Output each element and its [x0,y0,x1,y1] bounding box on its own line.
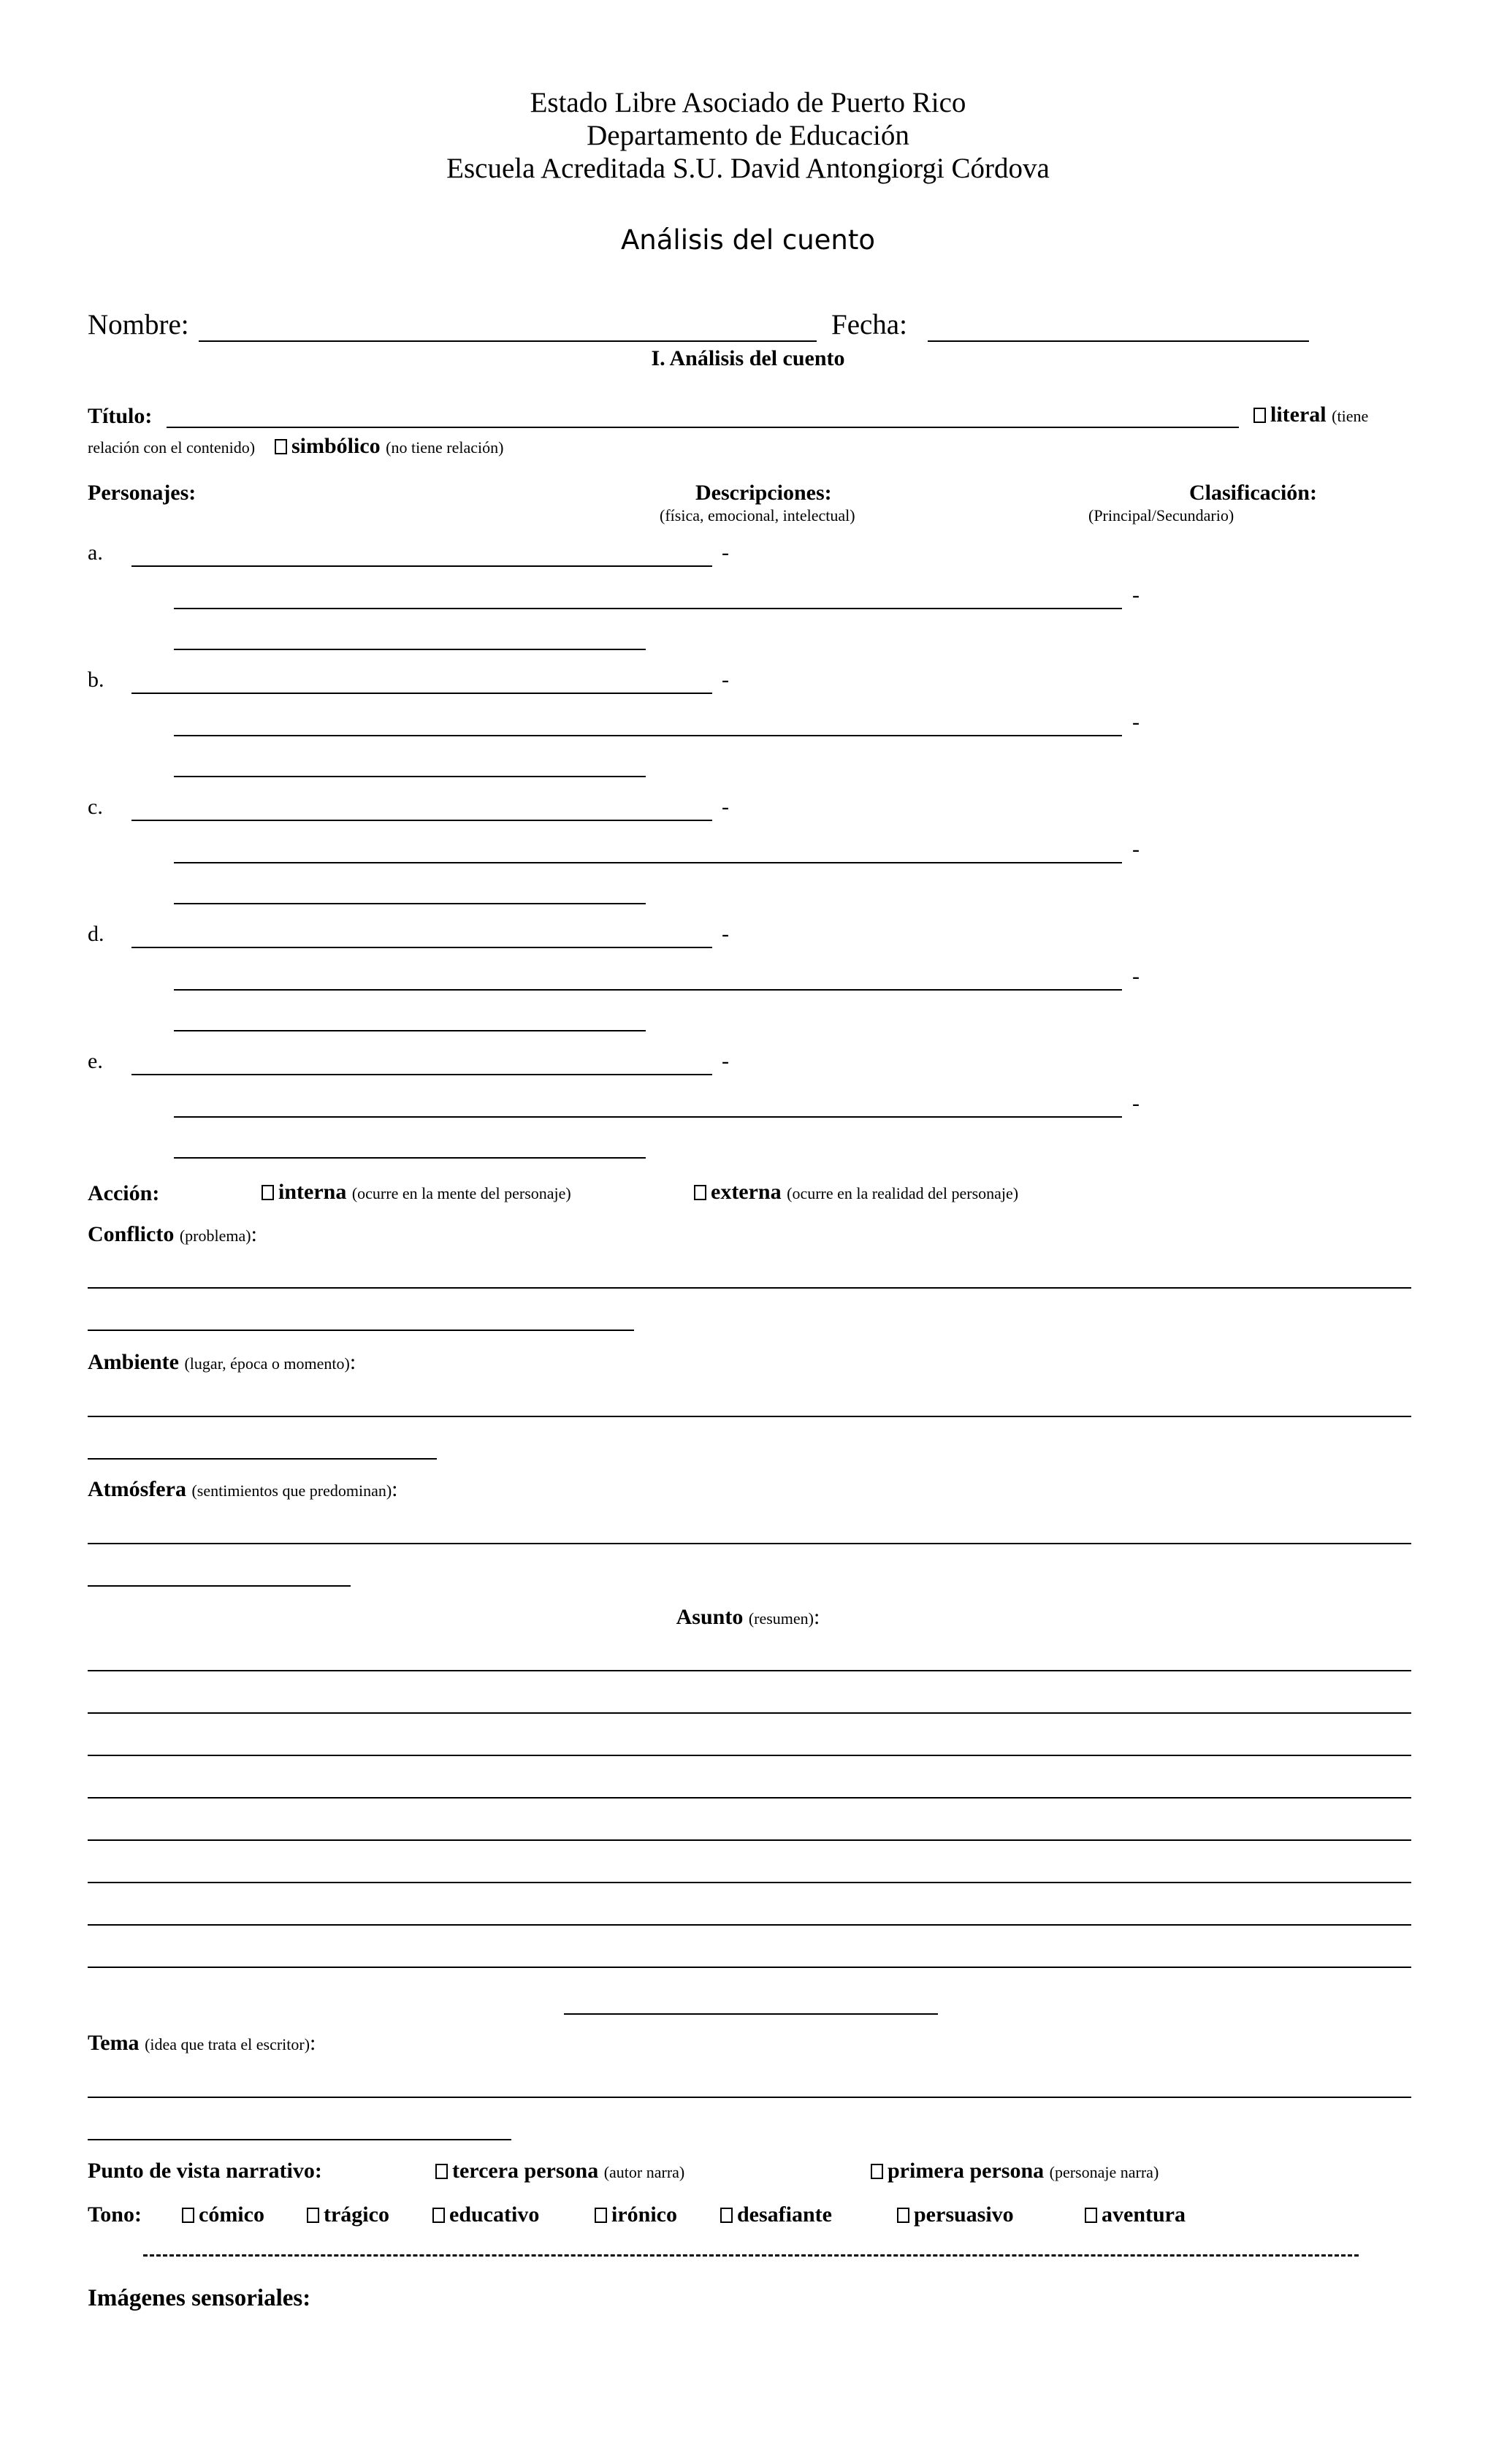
literal-label: literal [1270,403,1327,427]
nombre-field[interactable] [199,340,817,342]
fecha-label: Fecha: [831,309,907,340]
tema-line[interactable] [88,2139,511,2140]
tema-colon: : [310,2031,316,2055]
tono-aventura[interactable] [1085,2202,1186,2227]
tema-note: (idea que trata el escritor) [145,2035,310,2053]
simbolico-option[interactable] [275,434,503,459]
tono-comico[interactable] [182,2202,264,2227]
primera-persona-option[interactable] [871,2159,1159,2183]
dash: - [1132,1091,1140,1115]
interna-label: interna [278,1180,347,1204]
primera-persona-note: (personaje narra) [1049,2163,1159,2181]
asunto-heading [0,1605,1496,1630]
nombre-label: Nombre: [88,309,189,340]
tercera-persona-checkbox[interactable] [435,2164,448,2179]
primera-persona-label: primera persona [888,2159,1045,2183]
conflicto-heading [88,1222,257,1247]
character-letter: d. [88,922,104,946]
ambiente-heading [88,1350,356,1375]
asunto-line[interactable] [88,1755,1411,1756]
tercera-persona-option[interactable] [435,2159,684,2183]
character-classification-line[interactable] [174,776,646,777]
dash: - [1132,583,1140,607]
literal-checkbox[interactable] [1253,408,1266,423]
ambiente-line[interactable] [88,1458,437,1460]
character-classification-line[interactable] [174,903,646,904]
character-classification-line[interactable] [174,1030,646,1031]
ambiente-line[interactable] [88,1416,1411,1417]
externa-checkbox[interactable] [694,1185,706,1200]
section-divider [143,2254,1359,2257]
tono-option-label: irónico [611,2202,677,2227]
header-line-1: Estado Libre Asociado de Puerto Rico [530,87,966,118]
tono-checkbox[interactable] [595,2208,607,2223]
tono-option-label: educativo [449,2202,540,2227]
tono-option-label: cómico [199,2202,264,2227]
tono-checkbox[interactable] [720,2208,733,2223]
tono-label: Tono: [88,2202,142,2227]
asunto-line[interactable] [88,1797,1411,1799]
section-title: I. Análisis del cuento [651,346,845,370]
character-name-line[interactable] [131,565,712,567]
asunto-colon: : [814,1605,820,1629]
dash: - [722,1049,729,1073]
atmosfera-heading [88,1477,398,1502]
tono-desafiante[interactable] [720,2202,832,2227]
clasificacion-note: (Principal/Secundario) [1088,506,1234,525]
dash: - [1132,710,1140,734]
ambiente-label: Ambiente [88,1350,179,1374]
punto-de-vista-label: Punto de vista narrativo: [88,2159,322,2183]
tono-ironico[interactable] [595,2202,677,2227]
tono-option-label: trágico [324,2202,389,2227]
tono-tragico[interactable] [307,2202,389,2227]
tercera-persona-note: (autor narra) [603,2163,685,2181]
character-name-line[interactable] [131,1074,712,1075]
character-letter: a. [88,541,103,565]
externa-option[interactable] [694,1180,1018,1205]
ambiente-colon: : [349,1350,356,1374]
literal-note-continued: relación con el contenido) [88,438,256,457]
dash: - [722,922,729,946]
dash: - [722,541,729,565]
titulo-field[interactable] [167,427,1239,428]
conflicto-line[interactable] [88,1330,634,1331]
personajes-header: Personajes: [88,481,196,505]
asunto-line[interactable] [88,1882,1411,1883]
conflicto-line[interactable] [88,1287,1411,1289]
tema-line[interactable] [88,2097,1411,2098]
tono-persuasivo[interactable] [897,2202,1014,2227]
simbolico-label: simbólico [291,434,381,458]
externa-note: (ocurre en la realidad del personaje) [787,1184,1019,1202]
atmosfera-colon: : [392,1477,398,1501]
character-classification-line[interactable] [174,1157,646,1159]
conflicto-colon: : [251,1222,257,1246]
tono-checkbox[interactable] [432,2208,445,2223]
asunto-line[interactable] [88,1712,1411,1714]
character-letter: b. [88,668,104,692]
asunto-line[interactable] [88,1967,1411,1968]
tema-label: Tema [88,2031,140,2055]
descripciones-header: Descripciones: [695,481,832,505]
tono-checkbox[interactable] [307,2208,319,2223]
asunto-line[interactable] [88,1924,1411,1926]
atmosfera-label: Atmósfera [88,1477,186,1501]
character-description-line[interactable] [174,735,1122,736]
character-letter: c. [88,795,103,819]
dash: - [722,668,729,692]
atmosfera-line[interactable] [88,1585,351,1587]
imagenes-sensoriales-label: Imágenes sensoriales: [88,2285,311,2311]
character-name-line[interactable] [131,947,712,948]
tono-option-label: aventura [1102,2202,1186,2227]
ambiente-note: (lugar, época o momento) [184,1354,350,1373]
interna-checkbox[interactable] [262,1185,274,1200]
asunto-line[interactable] [564,2013,938,2015]
simbolico-note: (no tiene relación) [386,438,504,457]
externa-label: externa [711,1180,782,1204]
character-name-line[interactable] [131,693,712,694]
tono-option-label: desafiante [737,2202,832,2227]
tono-checkbox[interactable] [182,2208,194,2223]
character-description-line[interactable] [174,1116,1122,1118]
atmosfera-line[interactable] [88,1543,1411,1544]
interna-option[interactable] [262,1180,571,1205]
character-description-line[interactable] [174,862,1122,863]
character-description-line[interactable] [174,989,1122,991]
asunto-note: (resumen) [748,1609,814,1628]
asunto-line[interactable] [88,1839,1411,1841]
dash: - [1132,964,1140,988]
asunto-line[interactable] [88,1670,1411,1671]
atmosfera-note: (sentimientos que predominan) [191,1481,392,1500]
titulo-label: Título: [88,404,153,428]
character-letter: e. [88,1049,103,1073]
tono-checkbox[interactable] [1085,2208,1097,2223]
tercera-persona-label: tercera persona [452,2159,599,2183]
asunto-label: Asunto [676,1605,744,1629]
accion-label: Acción: [88,1181,160,1205]
interna-note: (ocurre en la mente del personaje) [351,1184,571,1202]
tono-educativo[interactable] [432,2202,539,2227]
header-line-2: Departamento de Educación [587,120,909,151]
document-title: Análisis del cuento [620,224,876,256]
fecha-field[interactable] [928,340,1309,342]
dash: - [1132,837,1140,861]
literal-option[interactable] [1253,403,1368,427]
header-line-3: Escuela Acreditada S.U. David Antongiorgi Córdova [446,153,1050,184]
character-name-line[interactable] [131,820,712,821]
conflicto-label: Conflicto [88,1222,175,1246]
clasificacion-header: Clasificación: [1189,481,1317,505]
dash: - [722,795,729,819]
conflicto-note: (problema) [179,1227,251,1245]
character-description-line[interactable] [174,608,1122,609]
tema-heading [88,2031,316,2056]
descripciones-note: (física, emocional, intelectual) [660,506,855,525]
primera-persona-checkbox[interactable] [871,2164,883,2179]
character-classification-line[interactable] [174,649,646,650]
simbolico-checkbox[interactable] [275,439,287,454]
tono-option-label: persuasivo [914,2202,1014,2227]
literal-note: (tiene [1332,407,1369,425]
tono-checkbox[interactable] [897,2208,909,2223]
